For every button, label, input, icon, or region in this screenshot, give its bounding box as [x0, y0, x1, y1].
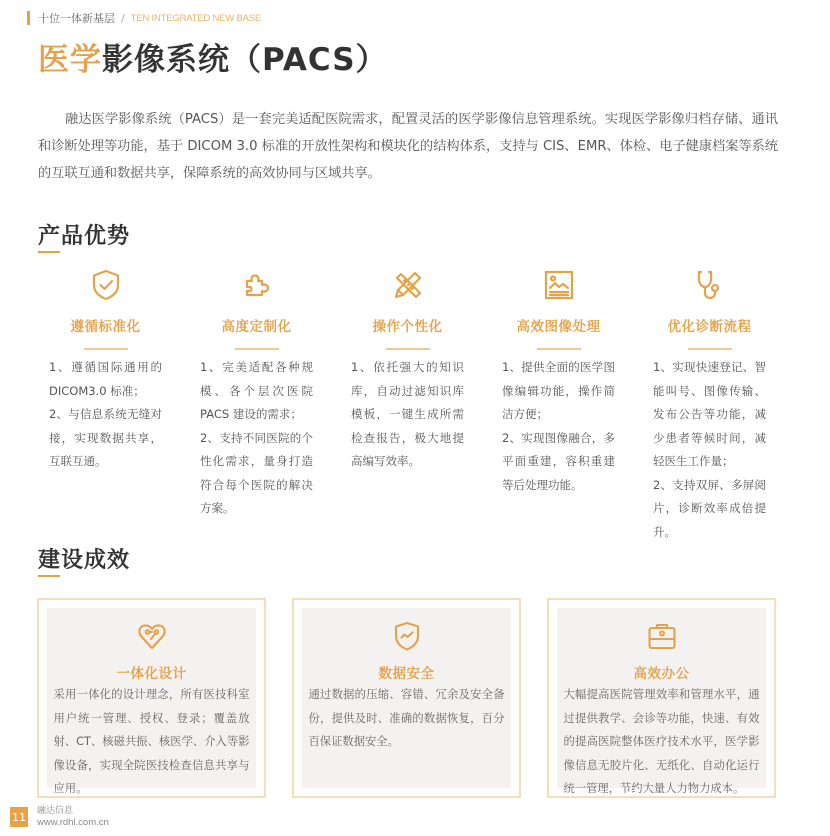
breadcrumb — [27, 10, 261, 26]
result-card-title: 数据安全 — [378, 666, 435, 682]
advantage-title: 遵循标准化 — [70, 319, 141, 335]
advantage-body-line: 1、遵循国际通用的DICOM3.0 标准； — [49, 360, 162, 398]
advantages-grid — [30, 268, 800, 544]
advantage-item — [332, 268, 483, 544]
advantage-divider — [386, 348, 430, 350]
advantage-item — [30, 268, 181, 544]
result-card-body: 大幅提高医院管理效率和管理水平，通过提供教学、会诊等功能，快速、有效的提高医院整体医疗技术水平，医学影像信息无胶片化、无纸化、自动化运行统一管理，节约大量人力物力成本。 — [563, 688, 760, 795]
section-title-advantages: 产品优势 — [38, 224, 131, 249]
advantage-body-line: 1、完美适配各种规模、各个层次医院 PACS 建设的需求； — [200, 360, 313, 421]
advantage-body-line: 2、与信息系统无缝对接，实现数据共享，互联互通。 — [49, 407, 162, 468]
page-number: 11 — [10, 807, 28, 827]
advantage-item — [181, 268, 332, 544]
result-card — [292, 598, 521, 798]
result-card-title: 高效办公 — [633, 666, 690, 682]
result-card-body: 通过数据的压缩、容错、冗余及安全备份，提供及时、准确的数据恢复，百分百保证数据安全。 — [308, 688, 505, 748]
advantage-body-line: 2、支持不同医院的个性化需求，量身打造符合每个医院的解决方案。 — [200, 430, 313, 515]
advantage-title: 操作个性化 — [372, 319, 443, 335]
image-icon — [542, 268, 576, 302]
page-title-accent: 医学 — [38, 42, 102, 78]
puzzle-icon — [240, 268, 274, 302]
advantage-divider — [688, 348, 732, 350]
footer-text — [37, 806, 109, 828]
breadcrumb-separator: / — [121, 11, 125, 25]
shield-check-icon — [89, 268, 123, 302]
result-card — [547, 598, 776, 798]
section-underline — [38, 575, 60, 577]
advantage-body — [200, 356, 313, 521]
footer-url[interactable]: www.rdhl.com.cn — [37, 817, 109, 828]
result-card-inner — [302, 608, 511, 788]
advantage-title: 高效图像处理 — [516, 319, 601, 335]
advantage-body-line: 2、支持双屏、多屏阅片，诊断效率成倍提升。 — [653, 477, 766, 539]
pencil-ruler-icon — [391, 268, 425, 302]
page-title — [38, 34, 388, 79]
shield-pulse-icon — [391, 620, 423, 652]
page-title-rest: 影像系统（PACS） — [102, 42, 388, 78]
advantage-divider — [537, 348, 581, 350]
heart-circuit-icon — [136, 620, 168, 652]
advantage-body-line: 2、实现图像融合，多平面重建，容积重建等后处理功能。 — [502, 430, 615, 492]
section-title-results: 建设成效 — [38, 548, 131, 573]
advantage-divider — [235, 348, 279, 350]
result-card-title: 一体化设计 — [116, 666, 187, 682]
breadcrumb-en: TEN INTEGRATED NEW BASE — [130, 12, 262, 24]
intro-paragraph: 融达医学影像系统（PACS）是一套完美适配医院需求，配置灵活的医学影像信息管理系统。实现医学影像归档存储、通讯和诊断处理等功能，基于 DICOM 3.0 标准的开放性架构和模块化的结构体系，支持与 CIS、EMR、体检、电子健康档案等系统的互联互通和数据共享，保障系统的高效协同与区域共享。 — [38, 112, 778, 181]
result-card-body: 采用一体化的设计理念，所有医技科室用户统一管理、授权、登录；覆盖放射、CT、核磁共振、核医学、介入等影像设备，实现全院医技检查信息共享与应用。 — [53, 688, 250, 795]
advantage-body — [653, 356, 766, 544]
advantage-title: 高度定制化 — [221, 319, 292, 335]
results-cards — [37, 598, 776, 798]
section-underline — [38, 251, 60, 253]
stethoscope-icon — [693, 268, 727, 302]
advantage-body — [351, 356, 464, 474]
advantage-body-line: 1、提供全面的医学图像编辑功能，操作简洁方便； — [502, 360, 615, 421]
breadcrumb-cn: 十位一体新基层 — [38, 12, 115, 25]
footer — [10, 806, 109, 828]
advantage-body — [502, 356, 615, 497]
advantage-body-line: 1、依托强大的知识库，自动过滤知识库模板，一键生成所需检查报告，极大地提高编写效率。 — [351, 360, 464, 468]
advantage-body-line: 1、实现快速登记、智能叫号、图像传输、发布公告等功能，减少患者等候时间，减轻医生工作量； — [653, 360, 766, 468]
briefcase-icon — [646, 620, 678, 652]
advantage-item — [483, 268, 634, 544]
result-card — [37, 598, 266, 798]
advantage-item — [634, 268, 785, 544]
footer-company: 融达信息 — [37, 806, 74, 816]
advantage-body — [49, 356, 162, 474]
result-card-inner — [557, 608, 766, 795]
advantage-divider — [84, 348, 128, 350]
breadcrumb-accent-bar — [27, 11, 30, 25]
advantage-title: 优化诊断流程 — [667, 319, 752, 335]
result-card-inner — [47, 608, 256, 795]
